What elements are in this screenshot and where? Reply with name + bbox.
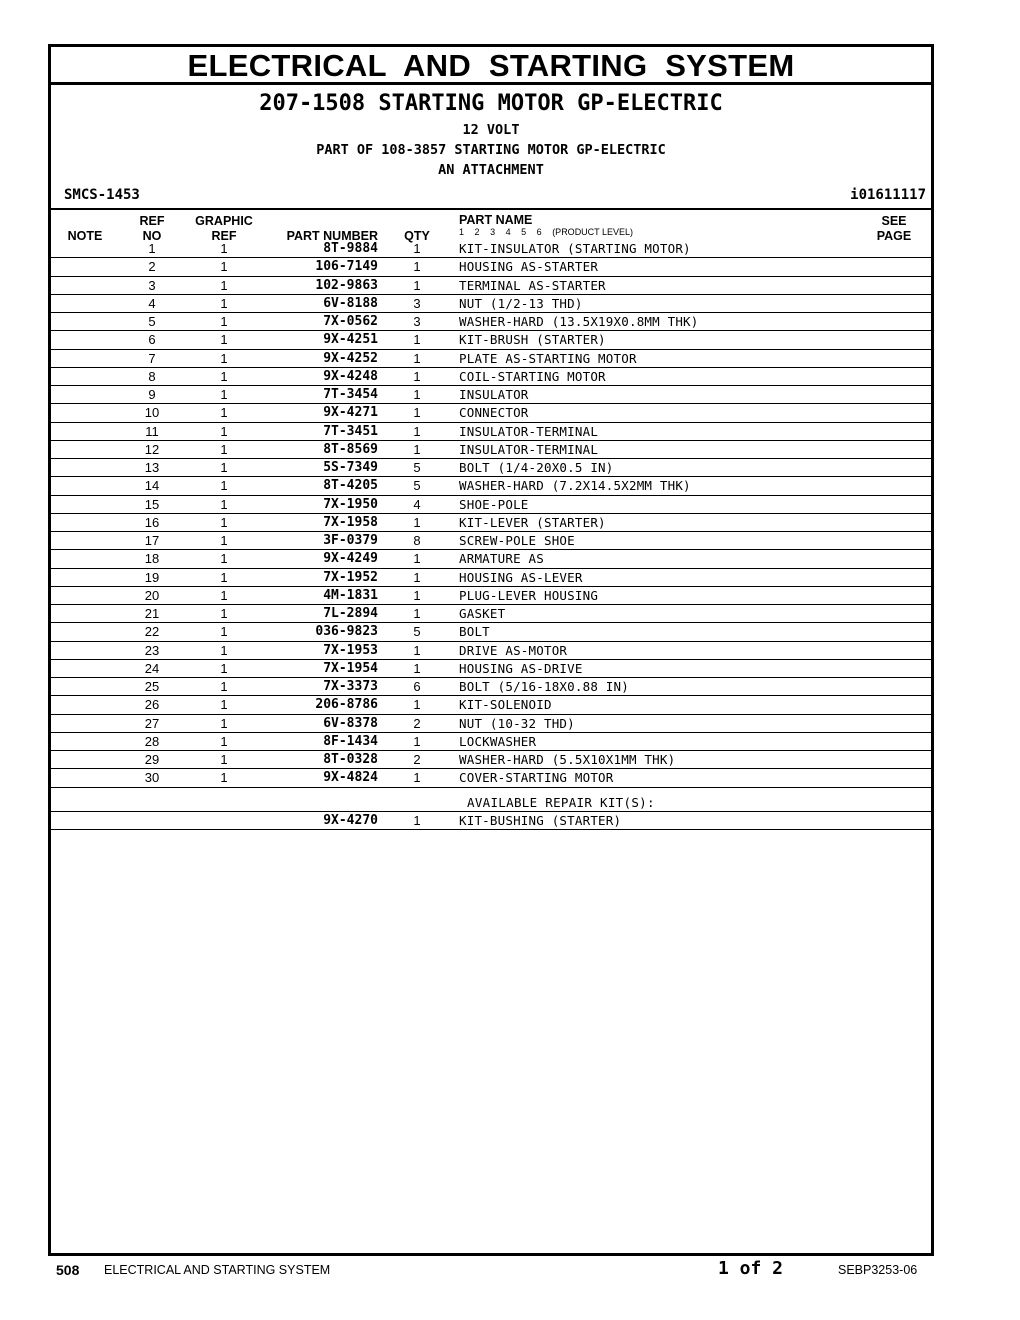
part-name: BOLT (5/16-18X0.88 IN) (459, 679, 629, 694)
graphic-ref: 1 (220, 551, 228, 567)
repair-kit-heading-row (51, 788, 931, 812)
quantity: 2 (413, 752, 421, 767)
quantity: 1 (413, 660, 421, 676)
part-name: SCREW-POLE SHOE (459, 533, 575, 548)
table-row (51, 587, 931, 605)
quantity: 1 (413, 277, 421, 293)
part-name: NUT (10-32 THD) (459, 715, 575, 731)
table-row (51, 532, 931, 550)
table-row (51, 459, 931, 477)
col-graphic-top: GRAPHIC (195, 214, 253, 228)
part-number: 6V-8378 (323, 715, 378, 731)
graphic-ref: 1 (220, 533, 228, 548)
part-number: 4M-1831 (323, 587, 378, 603)
table-row (51, 642, 931, 660)
ref-no: 18 (144, 551, 160, 567)
ref-no: 30 (144, 770, 160, 786)
part-number: 9X-4252 (323, 350, 378, 366)
part-number: 9X-4824 (323, 770, 378, 786)
col-graphic-bottom: REF (211, 229, 237, 243)
ref-no: 7 (148, 350, 156, 366)
parts-table (51, 240, 931, 830)
table-row (51, 386, 931, 404)
graphic-ref: 1 (220, 770, 228, 786)
footer-section: ELECTRICAL AND STARTING SYSTEM (104, 1263, 331, 1277)
part-name: SHOE-POLE (459, 496, 529, 512)
table-row (51, 477, 931, 495)
quantity: 1 (413, 259, 421, 275)
graphic-ref: 1 (220, 460, 228, 475)
quantity: 1 (413, 569, 421, 585)
header-divider (51, 208, 931, 210)
part-number: 7L-2894 (323, 606, 378, 621)
part-name: KIT-BUSHING (STARTER) (459, 812, 622, 828)
table-row (51, 550, 931, 568)
table-row (51, 313, 931, 331)
part-name: INSULATOR-TERMINAL (459, 423, 599, 439)
ref-no: 24 (144, 660, 160, 676)
quantity: 8 (413, 533, 421, 548)
quantity: 1 (413, 423, 421, 439)
col-see-top: SEE (881, 214, 907, 228)
quantity: 1 (413, 241, 421, 256)
table-row (51, 423, 931, 441)
table-row (51, 769, 931, 787)
part-of-label: PART OF 108-3857 STARTING MOTOR GP-ELECTRIC (316, 142, 666, 158)
product-levels (459, 227, 641, 237)
quantity: 6 (413, 679, 421, 694)
table-row (51, 812, 931, 830)
part-number: 6V-8188 (323, 295, 378, 311)
graphic-ref: 1 (220, 569, 228, 585)
page-of: 1 of 2 (718, 1258, 784, 1279)
table-row (51, 496, 931, 514)
ref-no: 1 (148, 241, 156, 256)
quantity: 3 (413, 314, 421, 329)
quantity: 1 (413, 350, 421, 366)
part-name: KIT-LEVER (STARTER) (459, 514, 606, 530)
part-number: 036-9823 (315, 624, 378, 640)
col-ref-top: REF (139, 214, 165, 228)
ref-no: 17 (144, 533, 160, 548)
part-name: WASHER-HARD (7.2X14.5X2MM THK) (459, 478, 691, 494)
table-row (51, 258, 931, 276)
part-name: INSULATOR-TERMINAL (459, 441, 599, 457)
ref-no: 11 (145, 423, 159, 439)
graphic-ref: 1 (220, 259, 228, 275)
graphic-ref: 1 (220, 606, 228, 621)
part-name: BOLT (1/4-20X0.5 IN) (459, 460, 614, 475)
level-5: 5 (521, 227, 527, 237)
col-part-number: PART NUMBER (286, 229, 378, 243)
part-number: 9X-4248 (323, 368, 378, 384)
ref-no: 2 (148, 259, 156, 275)
ref-no: 23 (144, 642, 160, 658)
part-name: WASHER-HARD (13.5X19X0.8MM THK) (459, 314, 699, 329)
part-name: COIL-STARTING MOTOR (459, 368, 606, 384)
document-number: SEBP3253-06 (838, 1263, 918, 1277)
graphic-ref: 1 (220, 642, 228, 658)
part-name: DRIVE AS-MOTOR (459, 642, 568, 658)
table-row (51, 404, 931, 422)
quantity: 1 (413, 405, 421, 421)
part-name: HOUSING AS-STARTER (459, 259, 599, 275)
part-name: LOCKWASHER (459, 733, 537, 749)
part-number: 7X-1952 (323, 569, 378, 585)
group-title: 207-1508 STARTING MOTOR GP-ELECTRIC (259, 91, 723, 116)
table-row (51, 514, 931, 532)
part-number: 102-9863 (315, 277, 378, 293)
quantity: 1 (413, 441, 421, 457)
part-name: ARMATURE AS (459, 551, 544, 567)
part-name: GASKET (459, 606, 506, 621)
col-see-bottom: PAGE (876, 229, 912, 243)
level-6: 6 (536, 227, 542, 237)
part-number: 9X-4270 (323, 812, 378, 828)
ref-no: 21 (144, 606, 160, 621)
graphic-ref: 1 (220, 478, 228, 494)
ref-no: 13 (144, 460, 160, 475)
ref-no: 4 (148, 295, 156, 311)
part-name: BOLT (459, 624, 490, 640)
quantity: 1 (413, 770, 421, 786)
part-number: 7X-0562 (323, 314, 378, 329)
quantity: 1 (413, 733, 421, 749)
level-1: 1 (459, 227, 465, 237)
ref-no: 22 (144, 624, 160, 640)
graphic-ref: 1 (220, 697, 228, 713)
table-row (51, 240, 931, 258)
quantity: 5 (413, 478, 421, 494)
part-number: 7X-1950 (323, 496, 378, 512)
page-title: ELECTRICAL AND STARTING SYSTEM (51, 47, 931, 85)
table-row (51, 715, 931, 733)
ref-no: 16 (144, 514, 160, 530)
table-row (51, 751, 931, 769)
ref-no: 20 (144, 587, 160, 603)
part-number: 8F-1434 (323, 733, 378, 749)
smcs-code: SMCS-1453 (64, 187, 140, 203)
quantity: 1 (413, 332, 421, 348)
quantity: 3 (413, 295, 421, 311)
table-row (51, 623, 931, 641)
quantity: 1 (413, 587, 421, 603)
ref-no: 9 (148, 387, 156, 402)
part-number: 7X-1954 (323, 660, 378, 676)
quantity: 5 (413, 460, 421, 475)
table-row (51, 605, 931, 623)
graphic-ref: 1 (220, 295, 228, 311)
col-ref-bottom: NO (142, 229, 162, 243)
part-name: NUT (1/2-13 THD) (459, 295, 583, 311)
part-number: 8T-4205 (323, 478, 378, 494)
part-name: KIT-INSULATOR (STARTING MOTOR) (459, 241, 691, 256)
part-number: 9X-4251 (323, 332, 378, 348)
graphic-ref: 1 (220, 715, 228, 731)
part-name: COVER-STARTING MOTOR (459, 770, 614, 786)
quantity: 1 (413, 642, 421, 658)
table-row (51, 277, 931, 295)
quantity: 1 (413, 606, 421, 621)
graphic-ref: 1 (220, 624, 228, 640)
graphic-ref: 1 (220, 441, 228, 457)
graphic-ref: 1 (220, 752, 228, 767)
quantity: 2 (413, 715, 421, 731)
graphic-ref: 1 (220, 241, 228, 256)
ref-no: 12 (144, 441, 160, 457)
part-name: HOUSING AS-LEVER (459, 569, 583, 585)
graphic-ref: 1 (220, 514, 228, 530)
part-number: 3F-0379 (323, 533, 378, 548)
ref-no: 29 (144, 752, 160, 767)
part-number: 7T-3451 (323, 423, 378, 439)
part-number: 7X-3373 (323, 679, 378, 694)
graphic-ref: 1 (220, 423, 228, 439)
part-name: WASHER-HARD (5.5X10X1MM THK) (459, 752, 676, 767)
table-row (51, 441, 931, 459)
graphic-ref: 1 (220, 405, 228, 421)
voltage-label: 12 VOLT (462, 122, 520, 138)
repair-kit-heading: AVAILABLE REPAIR KIT(S): (467, 794, 655, 810)
ref-no: 28 (144, 733, 160, 749)
quantity: 1 (413, 514, 421, 530)
ref-no: 3 (148, 277, 156, 293)
graphic-ref: 1 (220, 679, 228, 694)
quantity: 4 (413, 496, 421, 512)
graphic-ref: 1 (220, 314, 228, 329)
part-name: KIT-BRUSH (STARTER) (459, 332, 606, 348)
ref-no: 19 (144, 569, 160, 585)
graphic-ref: 1 (220, 660, 228, 676)
table-row (51, 660, 931, 678)
table-row (51, 569, 931, 587)
graphic-ref: 1 (220, 350, 228, 366)
ref-no: 14 (144, 478, 160, 494)
part-number: 5S-7349 (323, 460, 378, 475)
ref-no: 15 (144, 496, 160, 512)
graphic-ref: 1 (220, 368, 228, 384)
table-row (51, 350, 931, 368)
part-number: 7X-1958 (323, 514, 378, 530)
table-row (51, 295, 931, 313)
quantity: 1 (413, 697, 421, 713)
level-4: 4 (505, 227, 511, 237)
part-number: 8T-0328 (323, 752, 378, 767)
page-footer (0, 1258, 1020, 1288)
quantity: 1 (413, 387, 421, 402)
part-number: 7X-1953 (323, 642, 378, 658)
part-number: 7T-3454 (323, 387, 378, 402)
graphic-ref: 1 (220, 332, 228, 348)
ref-no: 26 (144, 697, 160, 713)
parts-frame (48, 44, 934, 1256)
part-number: 8T-9884 (323, 241, 378, 256)
part-name: PLATE AS-STARTING MOTOR (459, 350, 637, 366)
table-row (51, 331, 931, 349)
part-number: 106-7149 (315, 259, 378, 275)
part-name: CONNECTOR (459, 405, 529, 421)
graphic-ref: 1 (220, 277, 228, 293)
page-number: 508 (56, 1262, 80, 1278)
quantity: 1 (413, 812, 421, 828)
part-name: INSULATOR (459, 387, 529, 402)
part-number: 8T-8569 (323, 441, 378, 457)
part-number: 206-8786 (315, 697, 378, 713)
attachment-label: AN ATTACHMENT (438, 162, 544, 178)
part-name: PLUG-LEVER HOUSING (459, 587, 599, 603)
ref-no: 25 (144, 679, 160, 694)
col-part-name: PART NAME (459, 213, 533, 227)
part-name: HOUSING AS-DRIVE (459, 660, 583, 676)
ref-no: 10 (144, 405, 160, 421)
col-qty: QTY (404, 229, 430, 243)
table-row (51, 368, 931, 386)
ref-no: 8 (148, 368, 156, 384)
ref-no: 6 (148, 332, 156, 348)
illustration-id: i01611117 (850, 187, 926, 203)
graphic-ref: 1 (220, 587, 228, 603)
ref-no: 27 (144, 715, 160, 731)
quantity: 1 (413, 551, 421, 567)
graphic-ref: 1 (220, 387, 228, 402)
part-name: TERMINAL AS-STARTER (459, 277, 606, 293)
graphic-ref: 1 (220, 496, 228, 512)
table-row (51, 696, 931, 714)
quantity: 5 (413, 624, 421, 640)
table-row (51, 733, 931, 751)
ref-no: 5 (148, 314, 156, 329)
part-number: 9X-4271 (323, 405, 378, 421)
product-level-label: (PRODUCT LEVEL) (552, 227, 634, 237)
part-number: 9X-4249 (323, 551, 378, 567)
quantity: 1 (413, 368, 421, 384)
level-3: 3 (490, 227, 496, 237)
part-name: KIT-SOLENOID (459, 697, 552, 713)
col-note: NOTE (67, 229, 103, 243)
graphic-ref: 1 (220, 733, 228, 749)
table-row (51, 678, 931, 696)
level-2: 2 (474, 227, 480, 237)
